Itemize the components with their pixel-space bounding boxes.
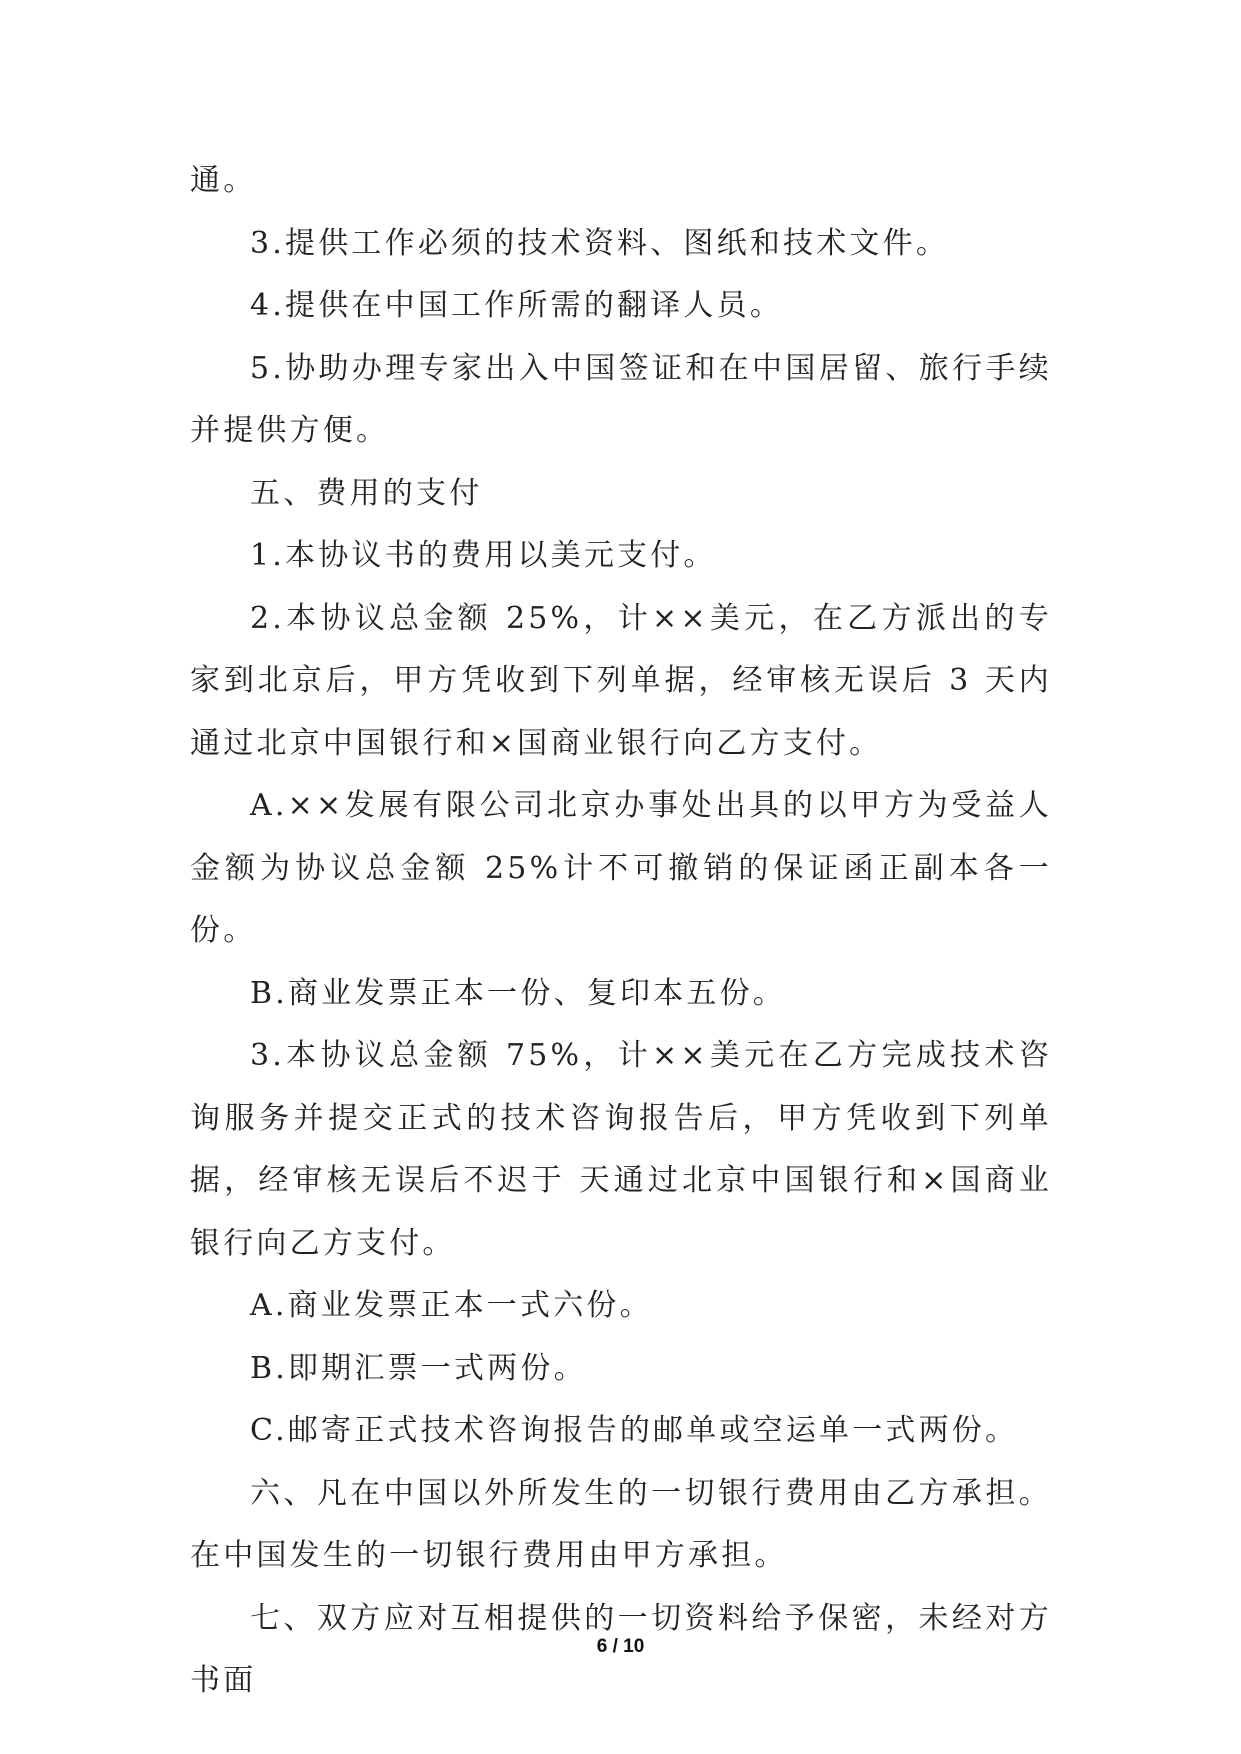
paragraph: 1.本协议书的费用以美元支付。 <box>250 538 717 573</box>
paragraph: 2.本协议总金额 25%，计××美元，在乙方派出的专家到北京后，甲方凭收到下列单据，经审核无误后 3 天内通过北京中国银行和×国商业银行向乙方支付。 <box>190 600 1052 761</box>
paragraph: 3.本协议总金额 75%，计××美元在乙方完成技术咨询服务并提交正式的技术咨询报告后，甲方凭收到下列单据，经审核无误后不迟于 天通过北京中国银行和×国商业银行向乙方支付。 <box>190 1038 1052 1261</box>
section-paragraph: 六、凡在中国以外所发生的一切银行费用由乙方承担。在中国发生的一切银行费用由甲方承担。 <box>190 1475 1052 1573</box>
section-heading: 五、费用的支付 <box>250 475 483 511</box>
paragraph: A.商业发票正本一式六份。 <box>250 1288 653 1323</box>
paragraph: B.商业发票正本一份、复印本五份。 <box>250 975 786 1011</box>
paragraph: 4.提供在中国工作所需的翻译人员。 <box>250 288 784 323</box>
page-number: 6 / 10 <box>596 1636 645 1657</box>
paragraph: C.邮寄正式技术咨询报告的邮单或空运单一式两份。 <box>250 1413 1019 1448</box>
paragraph: 5.协助办理专家出入中国签证和在中国居留、旅行手续并提供方便。 <box>190 350 1052 448</box>
document-body <box>190 150 1052 1713</box>
paragraph: 3.提供工作必须的技术资料、图纸和技术文件。 <box>250 225 950 261</box>
paragraph: 通。 <box>190 163 257 198</box>
paragraph: B.即期汇票一式两份。 <box>250 1350 587 1386</box>
section-paragraph: 七、双方应对互相提供的一切资料给予保密，未经对方书面 <box>190 1600 1052 1698</box>
paragraph: A.××发展有限公司北京办事处出具的以甲方为受益人金额为协议总金额 25%计不可撤销的保证函正副本各一份。 <box>190 788 1052 948</box>
